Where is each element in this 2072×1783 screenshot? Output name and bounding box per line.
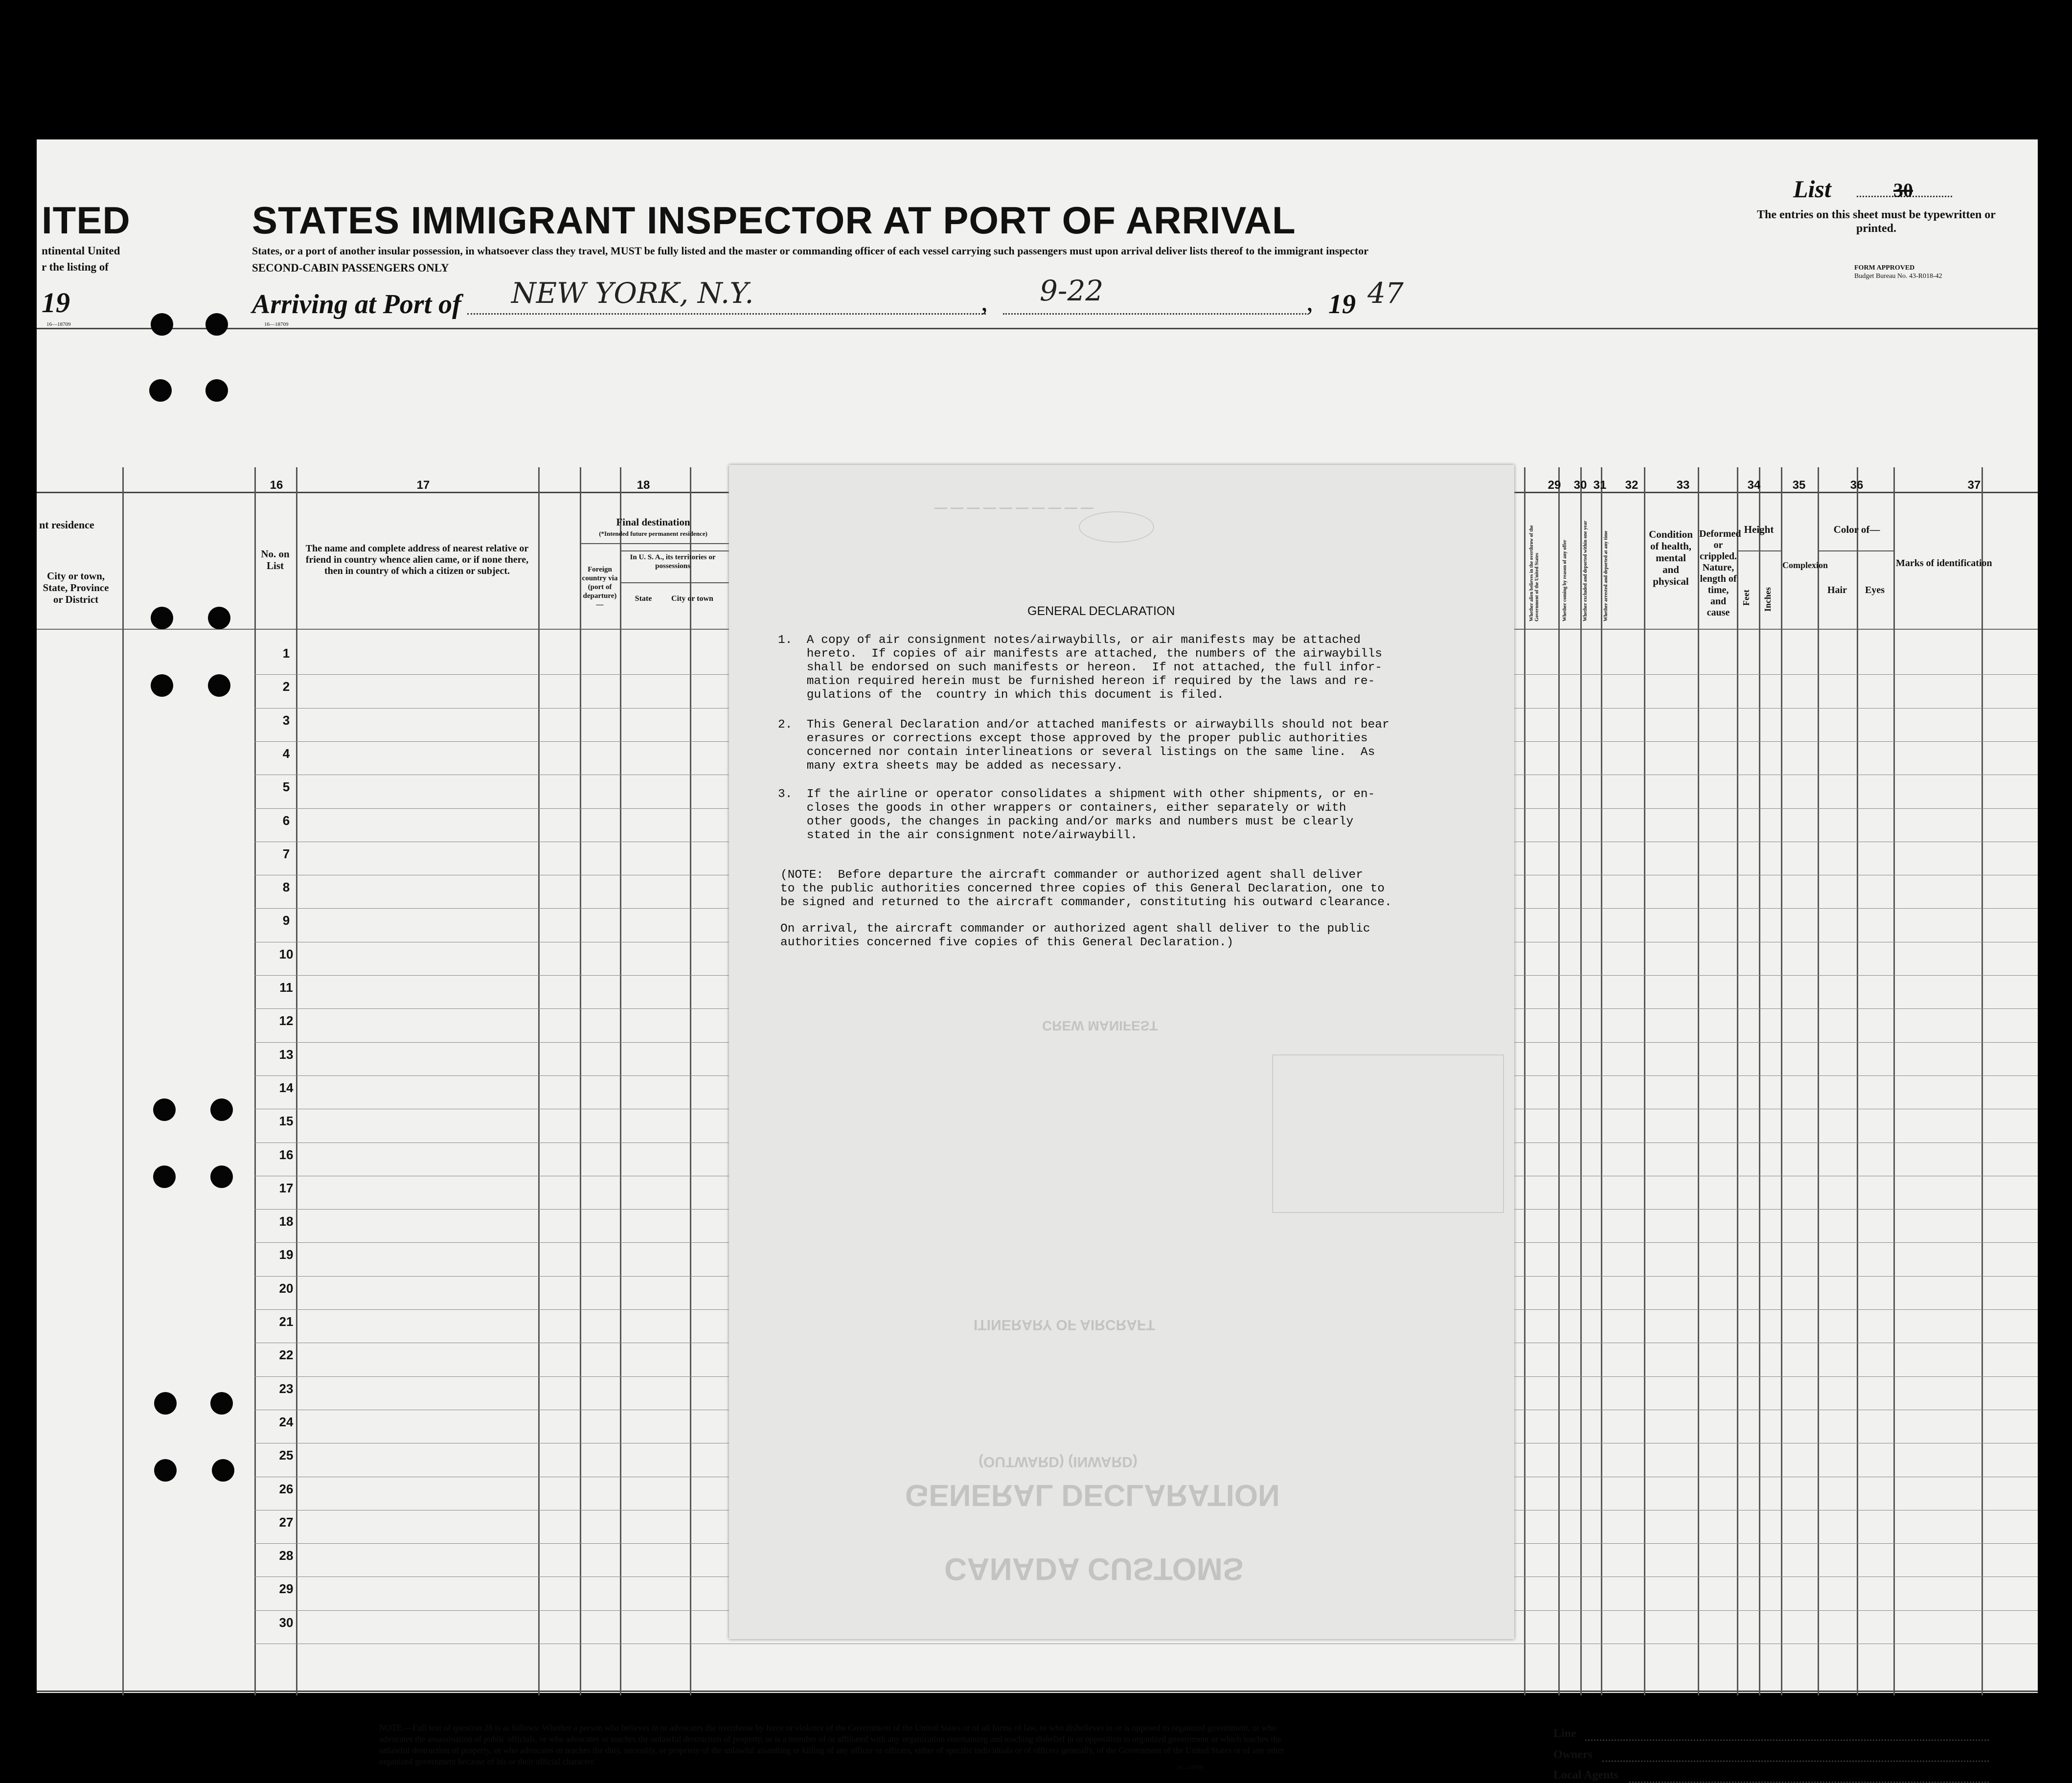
punch-hole bbox=[205, 379, 228, 402]
row-number: 22 bbox=[279, 1348, 294, 1363]
left-fragment-title: ITED bbox=[42, 199, 131, 242]
col-37-number: 37 bbox=[1967, 479, 1981, 492]
port-line bbox=[467, 313, 986, 315]
col-32-label: Condition of health, mental and physical bbox=[1649, 528, 1693, 587]
punch-hole bbox=[151, 313, 173, 336]
col-17-number: 17 bbox=[416, 479, 430, 492]
row-number: 30 bbox=[279, 1615, 294, 1630]
row-number: 14 bbox=[279, 1080, 294, 1095]
form-code-mid: 16—18709 bbox=[264, 321, 289, 327]
row-number: 11 bbox=[279, 980, 293, 995]
row-number: 5 bbox=[282, 779, 290, 795]
row-number: 1 bbox=[282, 646, 290, 661]
left-fragment-line2: r the listing of bbox=[42, 261, 109, 273]
arriving-port: NEW YORK, N.Y. bbox=[511, 276, 754, 310]
left-fragment-line1: ntinental United bbox=[42, 245, 120, 257]
ghost-sub: (OUTWARD) (INWARD) bbox=[979, 1454, 1138, 1470]
ghost-title: GENERAL DECLARATION bbox=[905, 1478, 1280, 1512]
declaration-note-2: On arrival, the aircraft commander or authorized agent shall deliver to the public authorities concerned five copies of this General Declaration.) bbox=[780, 922, 1370, 949]
punch-hole bbox=[153, 1098, 176, 1121]
row-number: 25 bbox=[279, 1448, 294, 1463]
punch-hole bbox=[153, 1166, 176, 1188]
form-approved: FORM APPROVED bbox=[1854, 264, 1915, 272]
col-16-label: No. on List bbox=[261, 548, 290, 571]
table-top-line bbox=[37, 328, 2038, 329]
col-18-foreign: Foreign country via (port of departure)— bbox=[582, 566, 618, 609]
col-34-number: 34 bbox=[1747, 479, 1761, 492]
residence-sub: City or town, State, Province or District bbox=[43, 570, 109, 605]
col-32-number: 32 bbox=[1625, 479, 1639, 492]
col-36-number: 36 bbox=[1850, 479, 1864, 492]
col-34-inches: Inches bbox=[1763, 587, 1773, 612]
row-number: 21 bbox=[279, 1314, 294, 1329]
row-number: 24 bbox=[279, 1414, 294, 1429]
page-subtitle: States, or a port of another insular possession, in whatsoever class they travel, MUST be fully listed and the master or commanding officer of each vessel carrying such passengers must upon arrival deliver lists thereof to the immigrant inspector bbox=[252, 245, 1368, 257]
ghost-footer: CANADA CUSTOMS bbox=[944, 1552, 1244, 1587]
row-number: 10 bbox=[279, 946, 294, 961]
page-subtitle-2: SECOND-CABIN PASSENGERS ONLY bbox=[252, 262, 449, 274]
col-18-usa: In U. S. A., its territories or possessions bbox=[630, 553, 716, 570]
punch-hole bbox=[210, 1098, 233, 1121]
col-16-number: 16 bbox=[270, 479, 283, 492]
col-36-label: Color of— bbox=[1833, 524, 1880, 535]
punch-hole bbox=[210, 1392, 233, 1415]
col-18-label: Final destination bbox=[616, 516, 690, 528]
punch-hole bbox=[154, 1392, 177, 1415]
form-code-left: 16—18709 bbox=[46, 321, 71, 327]
row-number: 8 bbox=[282, 880, 290, 895]
col-37-label: Marks of identification bbox=[1896, 558, 1992, 569]
col-36-hair: Hair bbox=[1827, 585, 1847, 595]
col-17-label: The name and complete address of nearest relative or friend in country whence alien came, or if none there, then in country of which a citizen or subject. bbox=[305, 543, 529, 576]
row-number: 4 bbox=[282, 746, 290, 761]
punch-hole bbox=[208, 674, 230, 697]
row-number: 28 bbox=[279, 1548, 294, 1563]
row-number: 27 bbox=[279, 1514, 294, 1530]
budget-bureau: Budget Bureau No. 43-R018-42 bbox=[1854, 273, 1942, 280]
declaration-title: GENERAL DECLARATION bbox=[1027, 604, 1175, 618]
col-33-label: Deformed or crippled. Nature, length of time, and cause bbox=[1699, 528, 1741, 618]
ghost-header: — — — — — — — — — — bbox=[934, 502, 1094, 517]
general-declaration-overlay bbox=[729, 465, 1514, 1639]
row-number: 18 bbox=[279, 1214, 294, 1229]
col-36-eyes: Eyes bbox=[1865, 585, 1885, 595]
footer-note: NOTE.—Full text of question 28 is as follows: Whether a person who believes in or advocates the overthrow by force or violence of the Government of the United States or of all forms of law, or who disbelieves in or is opposed to organized government, or who advocates the assassination of public officials, or who advocates or teaches the unlawful destruction of property, or is a member of or affiliated with any organization entertaining and teaching disbelief in or opposition to organized government or which teaches the unlawful destruction of property, or who advocates or teaches the duty, necessity, or propriety of the unlawful assaulting or killing of any officer or officers, either of specific individuals or of officers generally, of the Government of the United States or of any other organized government because of his or their official character. bbox=[379, 1723, 1284, 1766]
col-34-label: Height bbox=[1744, 524, 1774, 535]
list-number: 30 bbox=[1893, 179, 1913, 201]
punch-hole bbox=[149, 379, 172, 402]
declaration-note-1: (NOTE: Before departure the aircraft commander or authorized agent shall deliver to the public authorities concerned three copies of this General Declaration, one to be signed and returned to the aircraft commander, constituting his outward clearance. bbox=[780, 869, 1392, 909]
line-label: Line bbox=[1553, 1727, 1576, 1740]
row-number: 9 bbox=[282, 913, 290, 928]
row-number: 13 bbox=[279, 1047, 294, 1062]
col-31-label: Whether arrested and deported at any time bbox=[1603, 530, 1609, 621]
col-30-number: 30 bbox=[1573, 479, 1587, 492]
row-number: 23 bbox=[279, 1381, 294, 1396]
col-18-number: 18 bbox=[637, 479, 650, 492]
row-number: 12 bbox=[279, 1013, 294, 1029]
row-number: 2 bbox=[282, 679, 290, 694]
arriving-date: 9-22 bbox=[1040, 274, 1104, 307]
col-35-number: 35 bbox=[1792, 479, 1806, 492]
row-number: 17 bbox=[279, 1180, 294, 1195]
punch-hole bbox=[212, 1459, 234, 1482]
ghost-crew-manifest: CREW MANIFEST bbox=[1042, 1018, 1158, 1033]
punch-hole bbox=[210, 1166, 233, 1188]
col-29-label: Whether coming by reason of any offer bbox=[1562, 540, 1568, 621]
col-29-number: 29 bbox=[1548, 479, 1561, 492]
list-label: List bbox=[1793, 175, 1831, 203]
page-title: STATES IMMIGRANT INSPECTOR AT PORT OF ARRIVAL bbox=[252, 199, 1296, 242]
row-number: 15 bbox=[279, 1114, 294, 1129]
owners-label: Owners bbox=[1553, 1748, 1593, 1761]
residence-header: nt residence bbox=[39, 519, 94, 531]
footer-form-code: 16—18709 bbox=[1177, 1764, 1203, 1771]
col-34-feet: Feet bbox=[1741, 590, 1751, 606]
col-33-number: 33 bbox=[1676, 479, 1690, 492]
row-number: 3 bbox=[282, 712, 290, 728]
date-line bbox=[1003, 313, 1306, 315]
col-30-label: Whether excluded and deported within one year bbox=[1583, 521, 1588, 621]
row-number: 6 bbox=[282, 813, 290, 828]
manifest-sheet: ITED ntinental United r the listing of 19 STATES IMMIGRANT INSPECTOR AT PORT OF ARRIVAL States, or a port of another insular possession, in whatsoever class they travel, MUST be fully listed and the master or commanding officer of each vessel carrying such passengers must upon arrival deliver lists thereof to the immigrant inspector SECOND-CABIN PASSENGERS ONLY Arriving at Port of NEW YORK, N.Y. , 9-22 , 19 47 List 30 The entries on this sheet must be typewritten or printed. FORM APPROVED Budget Bureau No. 43-R018-42 16—18709 16—18709 16 17 18 29 30 31 32 33 34 35 36 37 nt residence City or town, State, Province or District No. on List The name and complete address of nearest relative or friend in country whence alien came, or if none there, then in country of which a citizen or subject. Final destination (*Intended future permanent residence) Foreign country via (port of departure)— In U. S. A., its territories or possessions State City or town Whether alien believes in the overthrow of the Government of the United States Whether coming by reason of any offer Whether excluded and deported within one year Whether arrested and deported at any time Condition of health, mental and physical Deformed or crippled. Nature, length of time, and cause Height Feet Inches Complexion Color of— Hair Eyes Marks of identification 1 2 3 4 5 6 7 8 9 10 11 12 13 14 15 16 17 18 19 20 21 22 23 24 25 26 27 28 29 30 — — — — — — — — — — GENERAL DECLARATION 1. A copy of air consignment notes/airwaybills, or air manifests may be attached hereto. If copies of air manifests are attached, the numbers of the airwaybills shall be endorsed on such manifests or hereon. If not attached, the full infor- mation required herein must be furnished hereon if required by the laws and re- gulations of the country in which this document is filed. 2. This General Declaration and/or attached manifests or airwaybills should not bear erasures or corrections except those approved by the proper public authorities concerned nor contain interlineations or several listings on the same line. As many extra sheets may be added as necessary. 3. If the airline or operator consolidates a shipment with other shipments, or en- closes the goods in other wrappers or containers, either separately or with other goods, the changes in packing and/or marks and numbers must be clearly stated in the air consignment note/airwaybill. (NOTE: Before departure the aircraft commander or authorized agent shall deliver to the public authorities concerned three copies of this General Declaration, one to be signed and returned to the aircraft commander, constituting his outward clearance. On arrival, the aircraft commander or authorized agent shall deliver to the public authorities concerned five copies of this General Declaration.) CREW MANIFEST ITINERARY OF AIRCRAFT (OUTWARD) (INWARD) GENERAL DECLARATION CANADA CUSTOMS NOTE.—Full text of question 28 is as follows: Whether a person who believes in or advocates the overthrow by force or violence of the Government of the United States or of all forms of law, or who disbelieves in or is opposed to organized government, or who advocates the assassination of public officials, or who advocates or teaches the unlawful destruction of property, or is a member of or affiliated with any organization entertaining and teaching disbelief in or opposition to organized government or which teaches the unlawful destruction of property, or who advocates or teaches the duty, necessity, or propriety of the unlawful assaulting or killing of any officer or officers, either of specific individuals or of officers generally, of the Government of the United States or of any other organized government because of his or their official character. 16—18709 Line Owners Local Agents bbox=[37, 139, 2038, 1693]
col-28-label: Whether alien believes in the overthrow of the Government of the United States bbox=[1529, 525, 1540, 621]
punch-hole bbox=[151, 674, 173, 697]
declaration-p3: 3. If the airline or operator consolidates a shipment with other shipments, or en- closes the goods in other wrappers or containers, either separately or with other goods, the changes in packing and/or marks and numbers must be clearly stated in the air consignment note/airwaybill. bbox=[778, 788, 1375, 842]
col-35-label: Complexion bbox=[1782, 560, 1828, 570]
declaration-p1: 1. A copy of air consignment notes/airwaybills, or air manifests may be attached hereto. If copies of air manifests are attached, the numbers of the airwaybills shall be endorsed on such manifests or hereon. If not attached, the full infor- mation required herein must be furnished hereon if required by the laws and re- gulations of the country in which this document is filed. bbox=[778, 634, 1383, 702]
row-number: 7 bbox=[282, 846, 290, 861]
ghost-itinerary: ITINERARY OF AIRCRAFT bbox=[974, 1317, 1155, 1333]
entry-instruction: The entries on this sheet must be typewritten or printed. bbox=[1757, 208, 1996, 235]
arriving-label: Arriving at Port of bbox=[252, 289, 461, 320]
col-18-city: City or town bbox=[671, 594, 713, 603]
col-18-sub: (*Intended future permanent residence) bbox=[599, 530, 707, 537]
row-number: 16 bbox=[279, 1147, 294, 1162]
declaration-p2: 2. This General Declaration and/or attached manifests or airwaybills should not bear erasures or corrections except those approved by the proper public authorities concerned nor contain interlineations or several listings on the same line. As many extra sheets may be added as necessary. bbox=[778, 718, 1389, 773]
left-fragment-year: 19 bbox=[42, 287, 70, 319]
row-number: 26 bbox=[279, 1481, 294, 1496]
punch-hole bbox=[151, 607, 173, 629]
punch-hole bbox=[154, 1459, 177, 1482]
arriving-year-prefix: 19 bbox=[1328, 289, 1356, 320]
row-number: 29 bbox=[279, 1581, 294, 1597]
punch-hole bbox=[205, 313, 228, 336]
local-agents-label: Local Agents bbox=[1553, 1769, 1618, 1782]
row-number: 20 bbox=[279, 1280, 294, 1296]
ghost-box bbox=[1272, 1054, 1504, 1213]
col-31-number: 31 bbox=[1593, 479, 1607, 492]
ghost-stamp bbox=[1079, 511, 1154, 543]
arriving-year-suffix: 47 bbox=[1367, 276, 1404, 310]
punch-hole bbox=[208, 607, 230, 629]
col-18-state: State bbox=[635, 594, 652, 603]
row-number: 19 bbox=[279, 1247, 294, 1262]
